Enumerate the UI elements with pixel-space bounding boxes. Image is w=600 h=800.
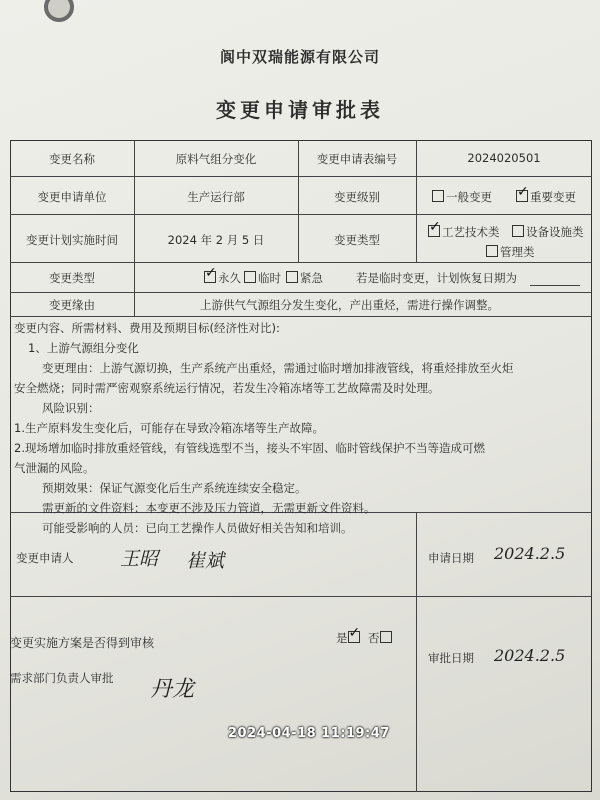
level-general-label: 一般变更 <box>446 190 492 204</box>
change-reason-value: 上游供气气源组分发生变化，产出重烃，需进行操作调整。 <box>200 298 499 312</box>
applicant-signature-2: 崔斌 <box>186 550 225 572</box>
risk-heading: 风险识别： <box>42 401 100 415</box>
photo-timestamp: 2024-04-18 11:19:47 <box>228 726 390 741</box>
permanent-label: 永久 <box>218 271 241 285</box>
files-to-update: 需更新的文件资料：本变更不涉及压力管道，无需更新文件资料。 <box>42 501 376 515</box>
checkbox-icon[interactable] <box>380 631 392 643</box>
checkbox-icon[interactable] <box>512 225 524 237</box>
yes-label: 是 <box>336 631 348 645</box>
label-dept-approval: 需求部门负责人审批 <box>10 671 114 685</box>
row-divider <box>10 214 592 215</box>
duration-permanent-option[interactable] <box>204 270 241 286</box>
applicant-signature-1: 王昭 <box>120 548 159 570</box>
review-yes-option[interactable] <box>336 630 362 646</box>
label-change-level: 变更级别 <box>334 190 380 204</box>
label-change-duration: 变更类型 <box>49 271 95 285</box>
type-management-label: 管理类 <box>500 245 535 259</box>
review-question: 变更实施方案是否得到审核 <box>10 636 155 650</box>
planned-time-value: 2024 年 2 月 5 日 <box>167 233 265 247</box>
checked-checkbox-icon[interactable] <box>428 225 440 237</box>
dept-approver-signature: 丹龙 <box>150 677 195 702</box>
row-divider <box>10 262 592 263</box>
checked-checkbox-icon[interactable] <box>516 190 528 202</box>
type-management-option[interactable] <box>486 244 535 260</box>
row-divider <box>10 176 592 177</box>
label-planned-time: 变更计划实施时间 <box>26 233 118 247</box>
content-item-1: 1、上游气源组分变化 <box>28 341 139 355</box>
form-code-value: 2024020501 <box>467 151 541 165</box>
type-equipment-option[interactable] <box>512 224 584 240</box>
approve-date-value: 2024.2.5 <box>494 646 566 665</box>
checkbox-icon[interactable] <box>486 245 498 257</box>
level-major-label: 重要变更 <box>530 190 576 204</box>
restore-date-blank[interactable] <box>530 285 580 286</box>
duration-urgent-option[interactable] <box>286 270 323 286</box>
temporary-restore-note: 若是临时变更，计划恢复日期为 <box>356 271 517 285</box>
no-label: 否 <box>368 631 380 645</box>
apply-date-value: 2024.2.5 <box>494 544 566 563</box>
checkbox-icon[interactable] <box>244 271 256 283</box>
reason-line-2: 安全燃烧；同时需严密观察系统运行情况，若发生冷箱冻堵等工艺故障需及时处理。 <box>14 381 440 395</box>
label-apply-date: 申请日期 <box>428 551 474 565</box>
checkbox-icon[interactable] <box>286 271 298 283</box>
risk-item-1: 1.生产原料发生变化后，可能存在导致冷箱冻堵等生产故障。 <box>14 421 324 435</box>
risk-item-2-line-2: 气泄漏的风险。 <box>14 461 95 475</box>
expected-effect: 预期效果：保证气源变化后生产系统连续安全稳定。 <box>42 481 307 495</box>
binder-ring <box>44 0 74 22</box>
type-process-label: 工艺技术类 <box>442 225 500 239</box>
label-form-code: 变更申请表编号 <box>316 152 398 166</box>
content-heading: 变更内容、所需材料、费用及预期目标(经济性对比): <box>14 321 280 335</box>
change-name-value: 原料气组分变化 <box>175 152 257 166</box>
label-change-reason: 变更缘由 <box>49 298 95 312</box>
checked-checkbox-icon[interactable] <box>204 271 216 283</box>
temporary-label: 临时 <box>258 271 281 285</box>
affected-people: 可能受影响的人员：已向工艺操作人员做好相关告知和培训。 <box>42 521 353 535</box>
risk-item-2-line-1: 2.现场增加临时排放重烃管线，有管线选型不当，接头不牢固、临时管线保护不当等造成可燃 <box>14 441 485 455</box>
urgent-label: 紧急 <box>300 271 323 285</box>
row-divider <box>10 596 592 597</box>
label-approve-date: 审批日期 <box>428 651 474 665</box>
level-major-option[interactable] <box>516 189 576 205</box>
row-divider <box>10 292 592 293</box>
checked-checkbox-icon[interactable] <box>348 631 360 643</box>
row-divider <box>10 316 592 317</box>
type-equipment-label: 设备设施类 <box>526 225 584 239</box>
col-divider <box>416 512 417 792</box>
applicant-unit-value: 生产运行部 <box>187 190 245 204</box>
company-name: 阆中双瑞能源有限公司 <box>219 48 380 66</box>
level-general-option[interactable] <box>432 189 492 205</box>
label-change-category: 变更类型 <box>334 233 380 247</box>
label-change-name: 变更名称 <box>49 152 95 166</box>
label-applicant-unit: 变更申请单位 <box>37 190 107 204</box>
change-content-block <box>14 318 584 538</box>
document-title: 变更申请审批表 <box>216 98 384 122</box>
type-process-option[interactable] <box>428 224 500 240</box>
reason-line-1: 变更理由：上游气源切换，生产系统产出重烃，需通过临时增加排液管线，将重烃排放至火炬 <box>42 361 514 375</box>
duration-temporary-option[interactable] <box>244 270 281 286</box>
label-applicant: 变更申请人 <box>16 551 74 565</box>
review-no-option[interactable] <box>368 630 394 646</box>
checkbox-icon[interactable] <box>432 190 444 202</box>
